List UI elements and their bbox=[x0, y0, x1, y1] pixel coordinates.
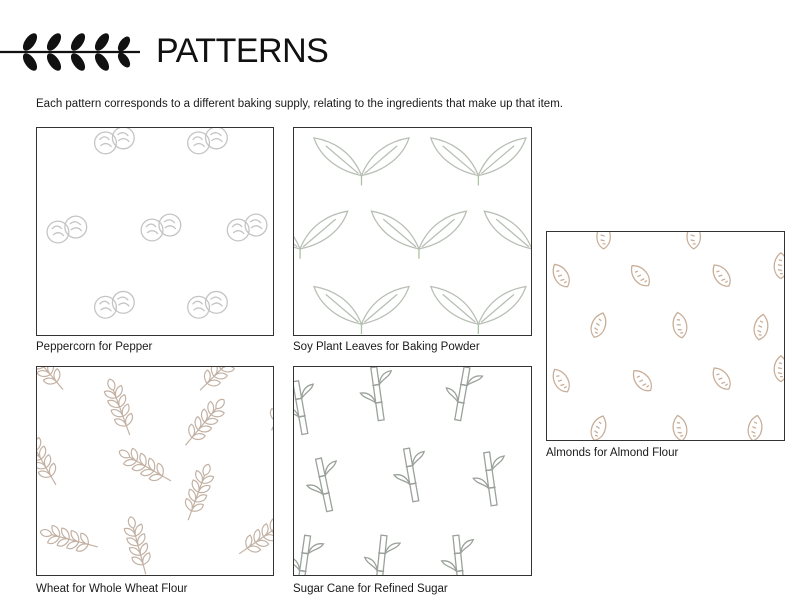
pattern-panel-wheat bbox=[36, 366, 274, 576]
pattern-caption: Sugar Cane for Refined Sugar bbox=[293, 583, 448, 595]
pattern-panel-almonds bbox=[546, 231, 785, 441]
page-description: Each pattern corresponds to a different baking supply, relating to the ingredients that make up that item. bbox=[36, 98, 563, 110]
almond-icon bbox=[547, 232, 784, 440]
wheat-branch-icon bbox=[0, 30, 142, 74]
page-title: PATTERNS bbox=[156, 32, 329, 70]
pattern-caption: Soy Plant Leaves for Baking Powder bbox=[293, 341, 480, 353]
soy-leaf-icon bbox=[294, 128, 531, 335]
pattern-panel-soy-leaves bbox=[293, 127, 532, 336]
pattern-caption: Peppercorn for Pepper bbox=[36, 341, 153, 353]
pattern-caption: Wheat for Whole Wheat Flour bbox=[36, 583, 188, 595]
peppercorn-icon bbox=[37, 128, 273, 335]
pattern-panel-sugar-cane bbox=[293, 366, 532, 576]
sugar-cane-icon bbox=[294, 367, 531, 575]
pattern-panel-peppercorn bbox=[36, 127, 274, 336]
wheat-icon bbox=[37, 367, 273, 575]
pattern-caption: Almonds for Almond Flour bbox=[546, 447, 679, 459]
